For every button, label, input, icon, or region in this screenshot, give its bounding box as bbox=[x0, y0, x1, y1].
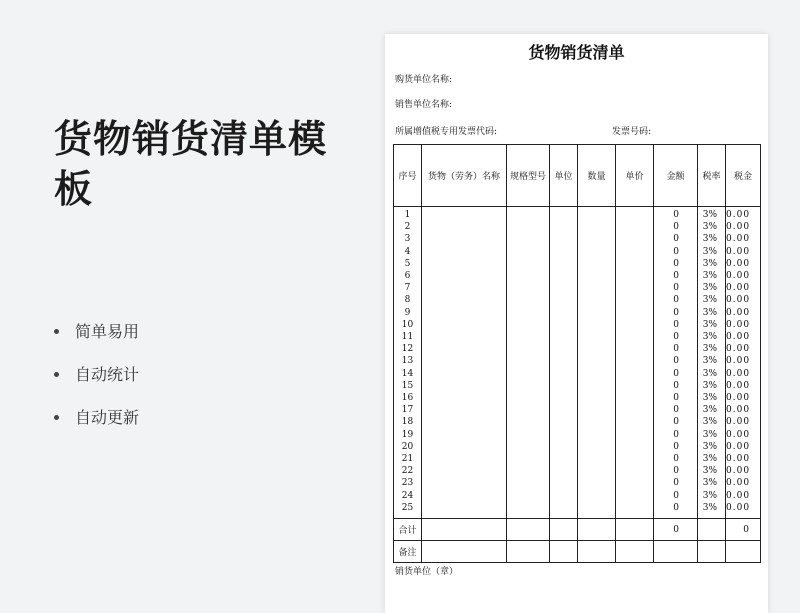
unit-cell bbox=[550, 343, 578, 355]
unit-price-cell bbox=[616, 477, 654, 489]
quantity-cell bbox=[578, 221, 616, 233]
table-row bbox=[394, 233, 761, 245]
unit-cell bbox=[550, 453, 578, 465]
unit-price-cell bbox=[616, 453, 654, 465]
unit-cell bbox=[550, 258, 578, 270]
goods-table bbox=[393, 144, 761, 563]
goods-name-cell bbox=[422, 355, 507, 367]
amount-cell: 0 bbox=[654, 246, 698, 258]
unit-price-cell bbox=[616, 416, 654, 428]
tax-cell: 0.00 bbox=[726, 270, 761, 282]
spec-cell bbox=[507, 246, 550, 258]
tax-cell: 0.00 bbox=[726, 343, 761, 355]
quantity-cell bbox=[578, 416, 616, 428]
tax-rate-cell: 3% bbox=[698, 246, 726, 258]
unit-price-cell bbox=[616, 319, 654, 331]
spec-cell bbox=[507, 502, 550, 519]
goods-name-cell bbox=[422, 343, 507, 355]
amount-cell: 0 bbox=[654, 502, 698, 519]
quantity-cell bbox=[578, 429, 616, 441]
unit-cell bbox=[550, 319, 578, 331]
tax-cell: 0.00 bbox=[726, 368, 761, 380]
unit-cell bbox=[550, 380, 578, 392]
spec-cell bbox=[507, 380, 550, 392]
goods-name-cell bbox=[422, 221, 507, 233]
spec-cell bbox=[507, 453, 550, 465]
quantity-cell bbox=[578, 490, 616, 502]
unit-cell bbox=[550, 441, 578, 453]
row-number: 13 bbox=[394, 355, 422, 367]
amount-cell: 0 bbox=[654, 368, 698, 380]
goods-name-cell bbox=[422, 331, 507, 343]
amount-cell: 0 bbox=[654, 453, 698, 465]
amount-cell: 0 bbox=[654, 429, 698, 441]
column-header: 税率 bbox=[698, 145, 726, 207]
tax-rate-cell: 3% bbox=[698, 294, 726, 306]
table-row bbox=[394, 331, 761, 343]
amount-cell: 0 bbox=[654, 404, 698, 416]
row-number: 22 bbox=[394, 465, 422, 477]
tax-rate-cell: 3% bbox=[698, 477, 726, 489]
tax-cell: 0.00 bbox=[726, 429, 761, 441]
unit-price-cell bbox=[616, 307, 654, 319]
amount-cell: 0 bbox=[654, 233, 698, 245]
quantity-cell bbox=[578, 307, 616, 319]
spec-cell bbox=[507, 207, 550, 222]
amount-cell: 0 bbox=[654, 416, 698, 428]
spec-cell bbox=[507, 416, 550, 428]
unit-cell bbox=[550, 331, 578, 343]
unit-price-cell bbox=[616, 465, 654, 477]
row-number: 16 bbox=[394, 392, 422, 404]
table-row bbox=[394, 441, 761, 453]
row-number: 12 bbox=[394, 343, 422, 355]
unit-cell bbox=[550, 307, 578, 319]
row-number: 15 bbox=[394, 380, 422, 392]
table-row bbox=[394, 282, 761, 294]
total-row bbox=[394, 519, 761, 541]
table-row bbox=[394, 207, 761, 222]
spec-cell bbox=[507, 331, 550, 343]
goods-name-cell bbox=[422, 490, 507, 502]
unit-cell bbox=[550, 294, 578, 306]
unit-price-cell bbox=[616, 441, 654, 453]
unit-price-cell bbox=[616, 343, 654, 355]
goods-name-cell bbox=[422, 392, 507, 404]
table-row bbox=[394, 270, 761, 282]
amount-cell: 0 bbox=[654, 380, 698, 392]
tax-rate-cell: 3% bbox=[698, 319, 726, 331]
tax-cell: 0.00 bbox=[726, 246, 761, 258]
spec-cell bbox=[507, 465, 550, 477]
quantity-cell bbox=[578, 380, 616, 392]
remark-label: 备注 bbox=[394, 541, 422, 563]
spec-cell bbox=[507, 490, 550, 502]
unit-price-cell bbox=[616, 258, 654, 270]
bullet-icon bbox=[54, 372, 59, 377]
amount-cell: 0 bbox=[654, 490, 698, 502]
tax-cell: 0.00 bbox=[726, 319, 761, 331]
unit-price-cell bbox=[616, 246, 654, 258]
unit-cell bbox=[550, 233, 578, 245]
spec-cell bbox=[507, 441, 550, 453]
row-number: 25 bbox=[394, 502, 422, 519]
spec-cell bbox=[507, 270, 550, 282]
seller-label: 销售单位名称: bbox=[395, 100, 453, 110]
row-number: 20 bbox=[394, 441, 422, 453]
unit-price-cell bbox=[616, 380, 654, 392]
unit-price-cell bbox=[616, 392, 654, 404]
bullet-icon bbox=[54, 329, 59, 334]
remark-row bbox=[394, 541, 761, 563]
amount-cell: 0 bbox=[654, 477, 698, 489]
spec-cell bbox=[507, 307, 550, 319]
tax-rate-cell: 3% bbox=[698, 331, 726, 343]
total-label: 合计 bbox=[394, 519, 422, 541]
goods-name-cell bbox=[422, 465, 507, 477]
quantity-cell bbox=[578, 207, 616, 222]
spec-cell bbox=[507, 355, 550, 367]
unit-price-cell bbox=[616, 282, 654, 294]
table-row bbox=[394, 319, 761, 331]
goods-name-cell bbox=[422, 416, 507, 428]
amount-cell: 0 bbox=[654, 355, 698, 367]
table-row bbox=[394, 343, 761, 355]
row-number: 1 bbox=[394, 207, 422, 222]
feature-list bbox=[54, 310, 139, 439]
table-row bbox=[394, 246, 761, 258]
table-row bbox=[394, 477, 761, 489]
quantity-cell bbox=[578, 392, 616, 404]
unit-price-cell bbox=[616, 331, 654, 343]
table-row bbox=[394, 416, 761, 428]
tax-rate-cell: 3% bbox=[698, 270, 726, 282]
quantity-cell bbox=[578, 477, 616, 489]
tax-rate-cell: 3% bbox=[698, 258, 726, 270]
invoice-number-label: 发票号码: bbox=[612, 127, 652, 137]
tax-cell: 0.00 bbox=[726, 307, 761, 319]
tax-rate-cell: 3% bbox=[698, 441, 726, 453]
goods-name-cell bbox=[422, 207, 507, 222]
amount-cell: 0 bbox=[654, 331, 698, 343]
tax-rate-cell: 3% bbox=[698, 465, 726, 477]
row-number: 4 bbox=[394, 246, 422, 258]
spec-cell bbox=[507, 392, 550, 404]
tax-rate-cell: 3% bbox=[698, 343, 726, 355]
row-number: 3 bbox=[394, 233, 422, 245]
unit-price-cell bbox=[616, 221, 654, 233]
spec-cell bbox=[507, 404, 550, 416]
tax-cell: 0.00 bbox=[726, 294, 761, 306]
quantity-cell bbox=[578, 294, 616, 306]
tax-cell: 0.00 bbox=[726, 331, 761, 343]
row-number: 17 bbox=[394, 404, 422, 416]
tax-cell: 0.00 bbox=[726, 416, 761, 428]
total-tax: 0 bbox=[726, 519, 761, 541]
spec-cell bbox=[507, 319, 550, 331]
row-number: 23 bbox=[394, 477, 422, 489]
table-row bbox=[394, 465, 761, 477]
feature-label: 自动统计 bbox=[75, 364, 140, 384]
tax-rate-cell: 3% bbox=[698, 453, 726, 465]
unit-cell bbox=[550, 477, 578, 489]
goods-name-cell bbox=[422, 270, 507, 282]
amount-cell: 0 bbox=[654, 465, 698, 477]
row-number: 18 bbox=[394, 416, 422, 428]
spec-cell bbox=[507, 429, 550, 441]
unit-cell bbox=[550, 465, 578, 477]
invoice-sheet-preview bbox=[385, 34, 768, 613]
quantity-cell bbox=[578, 502, 616, 519]
spec-cell bbox=[507, 221, 550, 233]
column-header: 单价 bbox=[616, 145, 654, 207]
table-row bbox=[394, 453, 761, 465]
column-header: 货物（劳务）名称 bbox=[422, 145, 507, 207]
tax-cell: 0.00 bbox=[726, 221, 761, 233]
quantity-cell bbox=[578, 270, 616, 282]
total-amount: 0 bbox=[654, 519, 698, 541]
quantity-cell bbox=[578, 355, 616, 367]
column-header: 数量 bbox=[578, 145, 616, 207]
quantity-cell bbox=[578, 246, 616, 258]
table-row bbox=[394, 404, 761, 416]
tax-cell: 0.00 bbox=[726, 392, 761, 404]
goods-name-cell bbox=[422, 319, 507, 331]
amount-cell: 0 bbox=[654, 207, 698, 222]
tax-cell: 0.00 bbox=[726, 465, 761, 477]
amount-cell: 0 bbox=[654, 392, 698, 404]
spec-cell bbox=[507, 343, 550, 355]
sheet-title: 货物销货清单 bbox=[528, 43, 625, 62]
unit-cell bbox=[550, 270, 578, 282]
unit-price-cell bbox=[616, 429, 654, 441]
goods-name-cell bbox=[422, 307, 507, 319]
column-header: 金额 bbox=[654, 145, 698, 207]
unit-cell bbox=[550, 355, 578, 367]
seller-seal-label: 销货单位（章） bbox=[395, 567, 459, 577]
amount-cell: 0 bbox=[654, 258, 698, 270]
row-number: 5 bbox=[394, 258, 422, 270]
row-number: 8 bbox=[394, 294, 422, 306]
goods-name-cell bbox=[422, 404, 507, 416]
goods-name-cell bbox=[422, 258, 507, 270]
goods-name-cell bbox=[422, 233, 507, 245]
unit-cell bbox=[550, 221, 578, 233]
table-row bbox=[394, 368, 761, 380]
quantity-cell bbox=[578, 282, 616, 294]
tax-cell: 0.00 bbox=[726, 404, 761, 416]
goods-name-cell bbox=[422, 246, 507, 258]
goods-name-cell bbox=[422, 429, 507, 441]
amount-cell: 0 bbox=[654, 343, 698, 355]
row-number: 24 bbox=[394, 490, 422, 502]
spec-cell bbox=[507, 282, 550, 294]
tax-rate-cell: 3% bbox=[698, 429, 726, 441]
amount-cell: 0 bbox=[654, 294, 698, 306]
unit-price-cell bbox=[616, 355, 654, 367]
tax-cell: 0.00 bbox=[726, 355, 761, 367]
row-number: 7 bbox=[394, 282, 422, 294]
unit-cell bbox=[550, 416, 578, 428]
column-header: 单位 bbox=[550, 145, 578, 207]
unit-cell bbox=[550, 392, 578, 404]
table-row bbox=[394, 355, 761, 367]
quantity-cell bbox=[578, 319, 616, 331]
table-row bbox=[394, 392, 761, 404]
column-header: 序号 bbox=[394, 145, 422, 207]
row-number: 21 bbox=[394, 453, 422, 465]
column-header: 规格型号 bbox=[507, 145, 550, 207]
unit-price-cell bbox=[616, 233, 654, 245]
tax-rate-cell: 3% bbox=[698, 490, 726, 502]
tax-cell: 0.00 bbox=[726, 282, 761, 294]
spec-cell bbox=[507, 258, 550, 270]
buyer-label: 购货单位名称: bbox=[395, 75, 453, 85]
quantity-cell bbox=[578, 331, 616, 343]
unit-cell bbox=[550, 368, 578, 380]
unit-price-cell bbox=[616, 294, 654, 306]
unit-cell bbox=[550, 502, 578, 519]
quantity-cell bbox=[578, 404, 616, 416]
tax-cell: 0.00 bbox=[726, 441, 761, 453]
bullet-icon bbox=[54, 415, 59, 420]
tax-cell: 0.00 bbox=[726, 380, 761, 392]
tax-cell: 0.00 bbox=[726, 453, 761, 465]
amount-cell: 0 bbox=[654, 221, 698, 233]
spec-cell bbox=[507, 294, 550, 306]
unit-cell bbox=[550, 207, 578, 222]
tax-rate-cell: 3% bbox=[698, 380, 726, 392]
quantity-cell bbox=[578, 233, 616, 245]
quantity-cell bbox=[578, 465, 616, 477]
tax-rate-cell: 3% bbox=[698, 233, 726, 245]
row-number: 19 bbox=[394, 429, 422, 441]
unit-price-cell bbox=[616, 404, 654, 416]
table-row bbox=[394, 294, 761, 306]
unit-price-cell bbox=[616, 270, 654, 282]
tax-rate-cell: 3% bbox=[698, 416, 726, 428]
unit-price-cell bbox=[616, 207, 654, 222]
tax-rate-cell: 3% bbox=[698, 392, 726, 404]
table-row bbox=[394, 307, 761, 319]
tax-rate-cell: 3% bbox=[698, 355, 726, 367]
tax-rate-cell: 3% bbox=[698, 404, 726, 416]
tax-cell: 0.00 bbox=[726, 233, 761, 245]
goods-name-cell bbox=[422, 368, 507, 380]
table-body bbox=[394, 207, 761, 519]
tax-rate-cell: 3% bbox=[698, 221, 726, 233]
row-number: 2 bbox=[394, 221, 422, 233]
feature-item bbox=[54, 396, 139, 439]
tax-rate-cell: 3% bbox=[698, 207, 726, 222]
tax-rate-cell: 3% bbox=[698, 307, 726, 319]
row-number: 6 bbox=[394, 270, 422, 282]
amount-cell: 0 bbox=[654, 319, 698, 331]
spec-cell bbox=[507, 233, 550, 245]
goods-name-cell bbox=[422, 453, 507, 465]
feature-label: 简单易用 bbox=[75, 321, 140, 341]
row-number: 9 bbox=[394, 307, 422, 319]
quantity-cell bbox=[578, 368, 616, 380]
invoice-code-label: 所属增值税专用发票代码: bbox=[395, 127, 498, 137]
quantity-cell bbox=[578, 453, 616, 465]
row-number: 14 bbox=[394, 368, 422, 380]
amount-cell: 0 bbox=[654, 282, 698, 294]
unit-cell bbox=[550, 490, 578, 502]
tax-rate-cell: 3% bbox=[698, 282, 726, 294]
quantity-cell bbox=[578, 441, 616, 453]
table-row bbox=[394, 502, 761, 519]
feature-item bbox=[54, 310, 139, 353]
unit-price-cell bbox=[616, 368, 654, 380]
row-number: 10 bbox=[394, 319, 422, 331]
column-header: 税金 bbox=[726, 145, 761, 207]
table-row bbox=[394, 258, 761, 270]
goods-name-cell bbox=[422, 282, 507, 294]
quantity-cell bbox=[578, 343, 616, 355]
table-row bbox=[394, 380, 761, 392]
row-number: 11 bbox=[394, 331, 422, 343]
goods-name-cell bbox=[422, 441, 507, 453]
goods-name-cell bbox=[422, 502, 507, 519]
unit-cell bbox=[550, 246, 578, 258]
quantity-cell bbox=[578, 258, 616, 270]
table-row bbox=[394, 429, 761, 441]
tax-cell: 0.00 bbox=[726, 477, 761, 489]
feature-label: 自动更新 bbox=[75, 407, 140, 427]
spec-cell bbox=[507, 477, 550, 489]
unit-price-cell bbox=[616, 490, 654, 502]
tax-rate-cell: 3% bbox=[698, 368, 726, 380]
tax-cell: 0.00 bbox=[726, 502, 761, 519]
table-header-row bbox=[394, 145, 761, 207]
goods-name-cell bbox=[422, 294, 507, 306]
feature-item bbox=[54, 353, 139, 396]
tax-cell: 0.00 bbox=[726, 258, 761, 270]
amount-cell: 0 bbox=[654, 307, 698, 319]
tax-rate-cell: 3% bbox=[698, 502, 726, 519]
table-row bbox=[394, 221, 761, 233]
unit-price-cell bbox=[616, 502, 654, 519]
amount-cell: 0 bbox=[654, 441, 698, 453]
unit-cell bbox=[550, 282, 578, 294]
amount-cell: 0 bbox=[654, 270, 698, 282]
tax-cell: 0.00 bbox=[726, 207, 761, 222]
spec-cell bbox=[507, 368, 550, 380]
table-row bbox=[394, 490, 761, 502]
goods-name-cell bbox=[422, 380, 507, 392]
unit-cell bbox=[550, 404, 578, 416]
tax-cell: 0.00 bbox=[726, 490, 761, 502]
goods-name-cell bbox=[422, 477, 507, 489]
page-headline: 货物销货清单模板 bbox=[54, 117, 328, 211]
unit-cell bbox=[550, 429, 578, 441]
